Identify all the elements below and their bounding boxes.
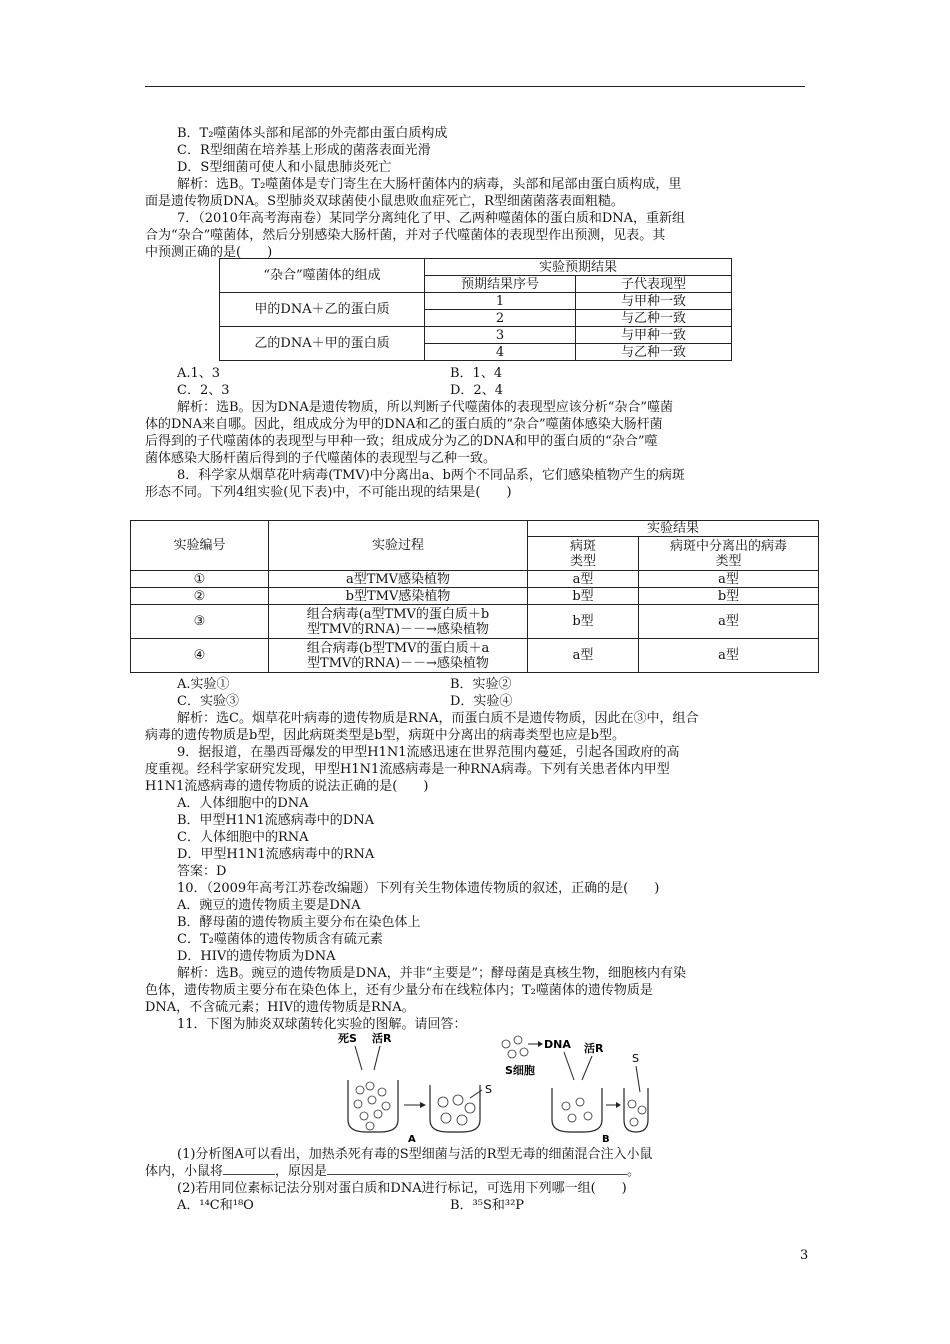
q8-row4-id: ④ — [131, 639, 269, 673]
q8-analysis: 解析：选C。烟草花叶病毒的遗传物质是RNA，而蛋白质不是遗传物质，因此在③中，组合 — [177, 711, 699, 726]
q7-pheno-3: 与甲种一致 — [576, 327, 732, 344]
q11-part1: (1)分析图A可以看出，加热杀死有毒的S型细菌与活的R型无毒的细菌混合注入小鼠 — [177, 1147, 653, 1162]
q11-part1-text-b: ，原因是 — [275, 1164, 328, 1179]
q7-header-seq: 预期结果序号 — [425, 276, 576, 293]
q8-table — [130, 520, 819, 673]
q8-stem: 8．科学家从烟草花叶病毒(TMV)中分离出a、b两个不同品系，它们感染植物产生的病斑 — [177, 468, 685, 483]
test-tube-a1 — [348, 1080, 398, 1132]
q7-option-d: D．2、4 — [450, 383, 503, 398]
q8-row3-process: 组合病毒(a型TMV的蛋白质＋b 型TMV的RNA)－－→感染植物 — [269, 605, 528, 639]
q11-option-b: B．³⁵S和³²P — [450, 1198, 525, 1213]
q9-stem-2: 度重视。经科学家研究发现，甲型H1N1流感病毒是一种RNA病毒。下列有关患者体内甲型 — [145, 762, 670, 777]
q8-option-b: B．实验② — [450, 677, 512, 692]
q10-option-d: D．HIV的遗传物质为DNA — [177, 949, 336, 964]
q8-header-virus: 病斑中分离出的病毒 类型 — [639, 537, 819, 571]
s-cells — [502, 1036, 528, 1058]
q6-option-d: D．S型细菌可使人和小鼠患肺炎死亡 — [177, 160, 392, 175]
q10-option-c: C．T₂噬菌体的遗传物质含有硫元素 — [177, 932, 383, 947]
q8-header-process: 实验过程 — [269, 521, 528, 571]
q8-row2-id: ② — [131, 588, 269, 605]
q7-pheno-1: 与甲种一致 — [576, 293, 732, 310]
q8-option-c: C．实验③ — [177, 694, 239, 709]
q7-seq-4: 4 — [425, 344, 576, 361]
q8-header-result: 实验结果 — [528, 521, 819, 537]
answer-blank-2[interactable] — [327, 1174, 627, 1175]
q11-part1-text-a: 体内，小鼠将 — [145, 1164, 224, 1179]
q8-option-d: D．实验④ — [450, 694, 513, 709]
q11-option-a: A．¹⁴C和¹⁸O — [177, 1198, 254, 1213]
bacteria-cluster-b2 — [628, 1100, 646, 1126]
q7-row2-composition: 乙的DNA＋甲的蛋白质 — [220, 327, 425, 361]
q7-table — [219, 258, 732, 361]
q7-header-phenotype: 子代表现型 — [576, 276, 732, 293]
q6-option-b: B．T₂噬菌体头部和尾部的外壳都由蛋白质构成 — [177, 126, 448, 141]
q8-row — [131, 605, 819, 639]
q8-row2-lesion: b型 — [528, 588, 639, 605]
page-number: 3 — [800, 1248, 809, 1263]
q8-option-a: A.实验① — [177, 677, 230, 692]
q10-analysis: 解析：选B。豌豆的遗传物质是DNA，并非“主要是”；酵母菌是真核生物，细胞核内有染 — [177, 966, 687, 981]
label-live-r: 活R — [372, 1032, 392, 1045]
q10-analysis-3: DNA，不含硫元素；HIV的遗传物质是RNA。 — [145, 1000, 415, 1015]
label-a: A — [408, 1134, 416, 1145]
q7-analysis-2: 体的DNA来自哪。因此，组成成分为甲的DNA和乙的蛋白质的“杂合”噬菌体感染大肠杆菌 — [145, 417, 663, 432]
q9-option-a: A．人体细胞中的DNA — [177, 796, 309, 811]
q11-part1-cont — [145, 1164, 640, 1180]
arrow-live-r — [374, 1046, 380, 1070]
q6-option-c: C．R型细菌在培养基上形成的菌落表面光滑 — [177, 143, 431, 158]
q9-option-d: D．甲型H1N1流感病毒中的RNA — [177, 847, 375, 862]
q7-row1-composition: 甲的DNA＋乙的蛋白质 — [220, 293, 425, 327]
q8-row1-lesion: a型 — [528, 571, 639, 588]
test-tube-a2 — [430, 1085, 480, 1132]
q8-row4-virus: a型 — [639, 639, 819, 673]
label-s-b: S — [632, 1052, 639, 1065]
q8-row — [131, 588, 819, 605]
bacteria-cluster-a2 — [438, 1095, 475, 1125]
q9-stem: 9．据报道，在墨西哥爆发的甲型H1N1流感迅速在世界范围内蔓延，引起各国政府的高 — [177, 745, 680, 760]
q10-stem: 10．（2009年高考江苏卷改编题）下列有关生物体遗传物质的叙述，正确的是( ) — [177, 881, 660, 896]
label-s-a: S — [485, 1083, 492, 1096]
q7-stem-cont: 合为“杂合”噬菌体，然后分别感染大肠杆菌，并对子代噬菌体的表现型作出预测，见表。其 — [145, 228, 666, 243]
q7-analysis-4: 菌体感染大肠杆菌后得到的子代噬菌体的表现型与乙种一致。 — [145, 451, 497, 466]
q7-option-c: C．2、3 — [177, 383, 230, 398]
q7-stem: 7．（2010年高考海南卷）某同学分离纯化了甲、乙两种噬菌体的蛋白质和DNA，重新组 — [177, 211, 686, 226]
q8-stem-cont: 形态不同。下列4组实验(见下表)中，不可能出现的结果是( ) — [145, 485, 512, 500]
q11-stem: 11．下图为肺炎双球菌转化实验的图解。请回答： — [177, 1017, 467, 1032]
arrow-dead-s — [355, 1046, 362, 1070]
q8-row1-virus: a型 — [639, 571, 819, 588]
answer-blank-1[interactable] — [223, 1174, 275, 1175]
label-live-r-b: 活R — [584, 1042, 604, 1055]
q8-row — [131, 639, 819, 673]
q11-part2: (2)若用同位素标记法分别对蛋白质和DNA进行标记，可选用下列哪一组( ) — [177, 1181, 627, 1196]
q10-analysis-2: 色体，遗传物质主要分布在染色体上，还有少量分布在线粒体内；T₂噬菌体的遗传物质是 — [145, 983, 653, 998]
q7-header-composition: “杂合”噬菌体的组成 — [220, 259, 425, 293]
q10-option-b: B．酵母菌的遗传物质主要分布在染色体上 — [177, 915, 421, 930]
q7-seq-3: 3 — [425, 327, 576, 344]
q7-header-expected: 实验预期结果 — [425, 259, 732, 276]
q8-row2-virus: b型 — [639, 588, 819, 605]
q8-row3-id: ③ — [131, 605, 269, 639]
q8-row2-process: b型TMV感染植物 — [269, 588, 528, 605]
q9-stem-3: H1N1流感病毒的遗传物质的说法正确的是( ) — [145, 779, 429, 794]
q9-option-b: B．甲型H1N1流感病毒中的DNA — [177, 813, 374, 828]
label-dead-s: 死S — [338, 1032, 357, 1045]
q7-option-a: A.1、3 — [177, 366, 221, 381]
q8-row — [131, 571, 819, 588]
q7-seq-2: 2 — [425, 310, 576, 327]
q6-analysis: 解析：选B。T₂噬菌体是专门寄生在大肠杆菌体内的病毒，头部和尾部由蛋白质构成，里 — [177, 177, 682, 192]
test-tube-b1 — [552, 1088, 602, 1132]
q11-part1-text-c: 。 — [627, 1164, 641, 1179]
q7-pheno-2: 与乙种一致 — [576, 310, 732, 327]
q9-option-c: C．人体细胞中的RNA — [177, 830, 309, 845]
q7-option-b: B．1、4 — [450, 366, 503, 381]
q7-pheno-4: 与乙种一致 — [576, 344, 732, 361]
q10-option-a: A．豌豆的遗传物质主要是DNA — [177, 898, 361, 913]
q8-row3-lesion: b型 — [528, 605, 639, 639]
label-s-cell: S细胞 — [505, 1064, 535, 1077]
q8-row1-process: a型TMV感染植物 — [269, 571, 528, 588]
q8-header-lesion: 病斑 类型 — [528, 537, 639, 571]
q8-header-id: 实验编号 — [131, 521, 269, 571]
q7-analysis-3: 后得到的子代噬菌体的表现型与甲种一致；组成成分为乙的DNA和甲的蛋白质的“杂合”噬 — [145, 434, 658, 449]
label-dna: DNA — [544, 1038, 571, 1051]
q6-analysis-cont: 面是遗传物质DNA。S型肺炎双球菌使小鼠患败血症死亡，R型细菌菌落表面粗糙。 — [145, 194, 624, 209]
header-rule — [145, 86, 805, 87]
q7-seq-1: 1 — [425, 293, 576, 310]
q9-answer: 答案：D — [177, 864, 227, 879]
q8-analysis-2: 病毒的遗传物质是b型，因此病斑类型是b型，病斑中分离出的病毒类型也应是b型。 — [145, 728, 625, 743]
q7-analysis: 解析：选B。因为DNA是遗传物质，所以判断子代噬菌体的表现型应该分析“杂合”噬菌 — [177, 400, 674, 415]
q8-row3-virus: a型 — [639, 605, 819, 639]
q8-row4-process: 组合病毒(b型TMV的蛋白质＋a 型TMV的RNA)－－→感染植物 — [269, 639, 528, 673]
transformation-figure — [330, 1030, 660, 1145]
bacteria-cluster-a1 — [354, 1082, 390, 1130]
q8-row4-lesion: a型 — [528, 639, 639, 673]
q8-row1-id: ① — [131, 571, 269, 588]
label-b: B — [602, 1134, 610, 1145]
q7-stem-cont2: 中预测正确的是( ) — [145, 245, 273, 260]
bacteria-cluster-b1 — [562, 1098, 592, 1122]
